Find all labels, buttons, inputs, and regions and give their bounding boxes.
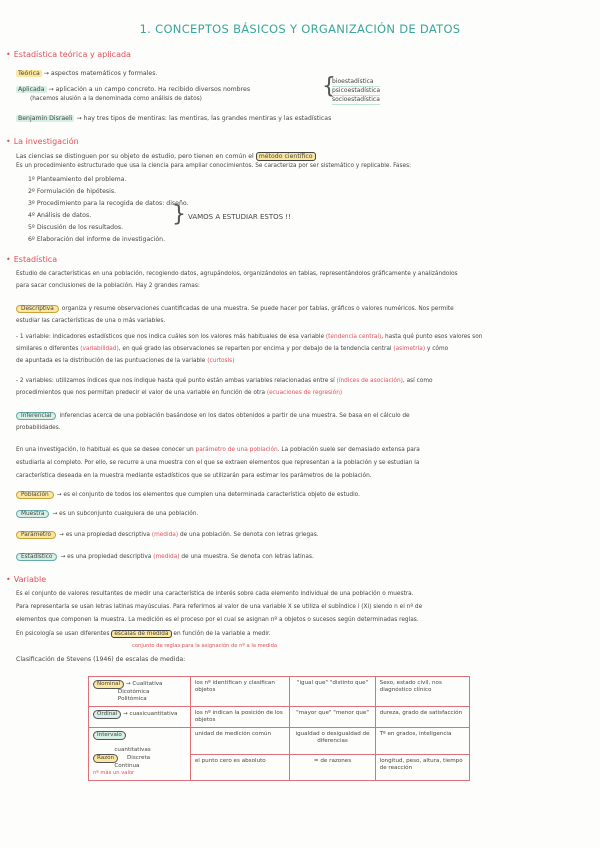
disraeli-line: Benjamin Disraeli → hay tres tipos de mentiras: las mentiras, las grandes mentiras y las estadísticas [18,115,332,122]
table-row-nominal [89,677,470,707]
cell-razon-example: longitud, peso, altura, tiempo de reacción [375,754,469,781]
estadistico-def: Estadístico → es una propiedad descriptiva (medida) de una muestra. Se denota con letras latinas. [16,553,314,561]
tag-nominal: Nominal [93,680,124,689]
poblacion-def: Población → es el conjunto de todos los elementos que cumplen una determinada característica objeto de estudio. [16,491,360,499]
page-title: 1. CONCEPTOS BÁSICOS Y ORGANIZACIÓN DE DATOS [139,22,461,36]
investigacion-line2: Es un procedimiento estructurado que usa la ciencia para ampliar conocimientos. Se caracteriza por ser sistemático y replicable. Fases: [16,163,412,169]
type-cuantitativas: cuantitativas [114,747,151,753]
cell-ordinal-type: Ordinal → cuasicuantitativa [89,707,191,728]
cell-intervalo-ops: igualdad o desigualdad de diferencias [290,728,375,755]
investigacion-param-line1: En una investigación, lo habitual es que se desee conocer un parámetro de una población. La población suele ser demasiado extensa para [16,447,420,453]
teorica-line: Teórica → aspectos matemáticos y formales. [18,70,158,77]
variable-line1: Es el conjunto de valores resultantes de medir una característica de interés sobre cada elemento individual de una población o muestra. [16,591,414,597]
variable-line2: Para representarla se usan letras latinas mayúsculas. Para referirnos al valor de una variable X se utiliza el subíndice i (Xi) siendo n el nº de [16,604,423,610]
vamos-note: VAMOS A ESTUDIAR ESTOS !! [188,213,291,221]
cell-nominal-ops: "igual que" "distinto que" [290,677,375,707]
cell-nominal-use: los nº identifican y clasifican objetos [190,677,290,707]
cell-ordinal-use: los nº indican la posición de los objetos [190,707,290,728]
stevens-line: Clasificación de Stevens (1946) de escalas de medida: [16,656,186,663]
names-list: bioestadística psicoestadística socioestadística [332,78,381,103]
tag-ordinal: Ordinal [93,710,121,719]
type-cuasicuantitativa: cuasicuantitativa [129,711,178,717]
section-heading-variable: • Variable [6,575,47,584]
type-continua: Continua [114,763,140,769]
cell-intervalo-example: Tº en grados, inteligencia [375,728,469,755]
fase-1: 1º Planteamiento del problema. [28,176,127,183]
table-row-ordinal [89,707,470,728]
tag-intervalo: Intervalo [93,731,126,740]
section-heading-investigacion: • La investigación [6,137,79,146]
tag-razon: Razón [93,754,118,763]
var1-line3: de apuntada es la distribución de las puntuaciones de la variable (curtosis) [16,358,235,364]
razon-note: nº más un valor [93,770,135,776]
descriptiva-line2: estudiar las características de una o más variables. [16,318,166,324]
type-dicotomica: Dicotómica [117,689,150,695]
section-heading-teorica-aplicada: • Estadística teórica y aplicada [6,50,131,59]
cell-ordinal-example: dureza, grado de satisfacción [375,707,469,728]
cell-ordinal-ops: "mayor que" "menor que" [290,707,375,728]
investigacion-param-line3: característica deseada en la muestra mediante estadísticos que se utilizarán para estimar los parámetros de la población. [16,473,372,479]
muestra-def: Muestra → es un subconjunto cualquiera de una población. [16,510,198,518]
cell-nominal-example: Sexo, estado civil, nos diagnóstico clínico [375,677,469,707]
variable-line3: elementos que componen la muestra. La medición es el proceso por el cual se asignan nº a objetos o sucesos según determinadas reglas. [16,617,419,623]
inferencial-line2: probabilidades. [16,425,61,431]
variable-line4: En psicología se usan diferentes escalas de medida en función de la variable a medir. [16,631,271,637]
type-discreta: Discreta [127,755,151,761]
inferencial-line1: Inferencial inferencias acerca de una población basándose en los datos obtenidos a partir de una muestra. Se basa en el cálculo de [16,412,410,420]
var1-line2: similares o diferentes (variabilidad), en qué grado las observaciones se reparten por encima y por debajo de la tendencia central (asimetría) y cómo [16,346,449,352]
investigacion-param-line2: estudiarla al completo. Por ello, se recurre a una muestra con el que se extraen elementos que representan a la población y se estudian la [16,460,420,466]
var1-line1: - 1 variable: indicadores estadísticos que nos indica cuáles son los valores más habituales de esa variable (tendencia central), hasta qué punto esos valores son [16,334,483,340]
estadistica-intro1: Estudio de características en una población, recogiendo datos, agrupándolos, organizándolos en tablas, representándolos gráficamente y analizándolos [16,271,458,277]
cell-nominal-type: Nominal → Cualitativa Dicotómica Politómica [89,677,191,707]
parametro-def: Parámetro → es una propiedad descriptiva (medida) de una población. Se denota con letras griegas. [16,531,319,539]
fase-3: 3º Procedimiento para la recogida de datos: diseño. [28,200,189,207]
cell-intervalo-razon-type [89,728,191,781]
estadistica-intro2: para sacar conclusiones de la población. Hay 2 grandes ramas: [16,283,200,289]
descriptiva-line1: Descriptiva organiza y resume observaciones cuantificadas de una muestra. Se puede hacer por tablas, gráficos o valores numéricos. Nos permite [16,305,454,313]
escalas-note: conjunto de reglas para la asignación de nº a la medida [132,643,278,649]
fase-2: 2º Formulación de hipótesis. [28,188,117,195]
escalas-table [88,676,470,781]
fase-4: 4º Análisis de datos. [28,212,92,219]
table-row-intervalo [89,728,470,755]
type-politomica: Politómica [117,696,147,702]
investigacion-line1: Las ciencias se distinguen por su objeto de estudio, pero tienen en común el método científico [16,153,316,160]
cell-intervalo-use: unidad de medición común [190,728,290,755]
section-heading-estadistica: • Estadística [6,255,58,264]
cell-razon-use: el punto cero es absoluto [190,754,290,781]
type-cualitativa: Cualitativa [132,681,163,687]
cell-razon-ops: = de razones [290,754,375,781]
fases-brace: } [172,202,186,227]
fase-6: 6º Elaboración del informe de investigación. [28,236,166,243]
brace: { [322,74,336,99]
fase-5: 5º Discusión de los resultados. [28,224,124,231]
aplicada-note: (hacemos alusión a la denominada como análisis de datos) [30,96,202,102]
aplicada-line: Aplicada → aplicación a un campo concreto. Ha recibido diversos nombres [18,86,251,93]
var2-line2: procedimientos que nos permitan predecir el valor de una variable en función de otra (ecuaciones de regresión) [16,390,343,396]
var2-line1: - 2 variables: utilizamos índices que nos indique hasta qué punto están ambas variables relacionadas entre sí (índices de asociación), así como [16,378,433,384]
